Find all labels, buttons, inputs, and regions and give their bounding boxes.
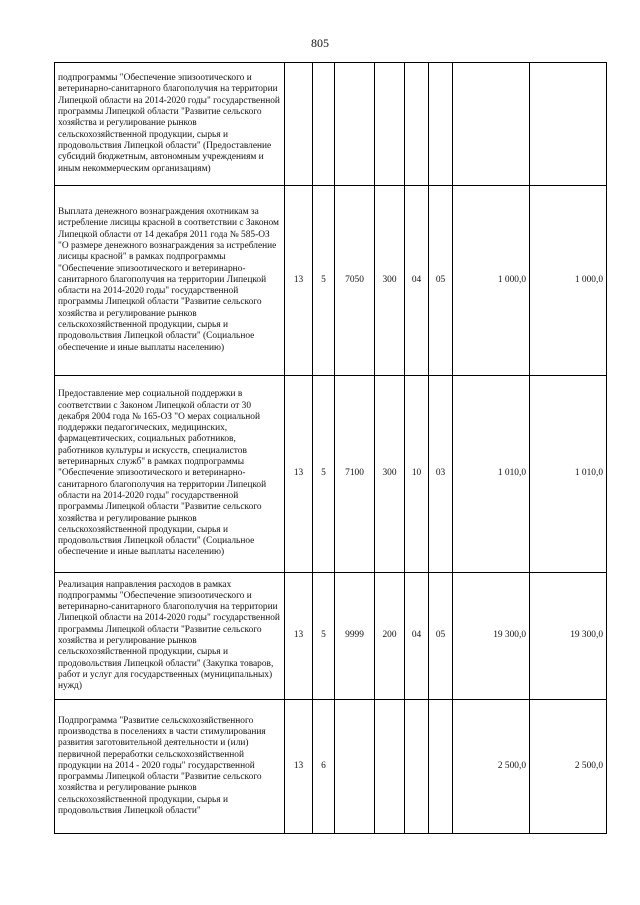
table-row <box>55 376 607 573</box>
program-code: 13 <box>285 700 313 834</box>
amount-2 <box>530 63 607 186</box>
amount-1 <box>453 63 530 186</box>
row-description: Предоставление мер социальной поддержки в соответствии с Законом Липецкой области от 30 декабря 2004 года № 165-ОЗ "О мерах социальной поддержки педагогических, медицинских, фармацевтических, социальных работников, работников культуры и искусств, специалистов ветеринарных служб" в рамках подпрограммы "Обеспечение эпизоотического и ветеринарно-санитарного благополучия на территории Липецкой области на 2014-2020 годы" государственной программы Липецкой области "Развитие сельского хозяйства и регулирование рынков сельскохозяйственной продукции, сырья и продовольствия Липецкой области" (Социальное обеспечение и иные выплаты населению) <box>55 376 285 573</box>
direction-code: 7050 <box>335 186 375 376</box>
table-row <box>55 63 607 186</box>
amount-2: 1 000,0 <box>530 186 607 376</box>
subprogram-code: 5 <box>313 376 335 573</box>
subprogram-code: 6 <box>313 700 335 834</box>
section-code <box>405 700 429 834</box>
amount-1: 2 500,0 <box>453 700 530 834</box>
expense-type-code <box>375 63 405 186</box>
section-code <box>405 63 429 186</box>
row-description: Выплата денежного вознаграждения охотникам за истребление лисицы красной в соответствии с Законом Липецкой области от 14 декабря 2011 года № 585-ОЗ "О размере денежного вознаграждения за истребление лисицы красной" в рамках подпрограммы "Обеспечение эпизоотического и ветеринарно-санитарного благополучия на территории Липецкой области на 2014-2020 годы" государственной программы Липецкой области "Развитие сельского хозяйства и регулирование рынков сельскохозяйственной продукции, сырья и продовольствия Липецкой области" (Социальное обеспечение и иные выплаты населению) <box>55 186 285 376</box>
subprogram-code: 5 <box>313 573 335 700</box>
subprogram-code <box>313 63 335 186</box>
program-code: 13 <box>285 573 313 700</box>
budget-table <box>54 62 607 834</box>
subsection-code: 05 <box>429 186 453 376</box>
section-code: 04 <box>405 573 429 700</box>
direction-code <box>335 700 375 834</box>
row-description: подпрограммы "Обеспечение эпизоотического и ветеринарно-санитарного благополучия на территории Липецкой области на 2014-2020 годы" государственной программы Липецкой области "Развитие сельского хозяйства и регулирование рынков сельскохозяйственной продукции, сырья и продовольствия Липецкой области" (Предоставление субсидий бюджетным, автономным учреждениям и иным некоммерческим организациям) <box>55 63 285 186</box>
program-code: 13 <box>285 186 313 376</box>
subsection-code: 05 <box>429 573 453 700</box>
amount-1: 19 300,0 <box>453 573 530 700</box>
amount-2: 19 300,0 <box>530 573 607 700</box>
expense-type-code: 300 <box>375 376 405 573</box>
section-code: 10 <box>405 376 429 573</box>
table-row <box>55 186 607 376</box>
program-code: 13 <box>285 376 313 573</box>
table-row <box>55 573 607 700</box>
subprogram-code: 5 <box>313 186 335 376</box>
section-code: 04 <box>405 186 429 376</box>
page-number: 805 <box>311 36 329 50</box>
program-code <box>285 63 313 186</box>
subsection-code: 03 <box>429 376 453 573</box>
expense-type-code <box>375 700 405 834</box>
row-description: Реализация направления расходов в рамках подпрограммы "Обеспечение эпизоотического и ветеринарно-санитарного благополучия на территории Липецкой области на 2014-2020 годы" государственной программы Липецкой области "Развитие сельского хозяйства и регулирование рынков сельскохозяйственной продукции, сырья и продовольствия Липецкой области" (Закупка товаров, работ и услуг для государственных (муниципальных) нужд) <box>55 573 285 700</box>
amount-1: 1 010,0 <box>453 376 530 573</box>
row-description: Подпрограмма "Развитие сельскохозяйственного производства в поселениях в части стимулирования развития заготовительной деятельности и (или) первичной переработки сельскохозяйственной продукции на 2014 - 2020 годы" государственной программы Липецкой области "Развитие сельского хозяйства и регулирование рынков сельскохозяйственной продукции, сырья и продовольствия Липецкой области" <box>55 700 285 834</box>
subsection-code <box>429 63 453 186</box>
direction-code: 7100 <box>335 376 375 573</box>
table-row <box>55 700 607 834</box>
direction-code: 9999 <box>335 573 375 700</box>
direction-code <box>335 63 375 186</box>
subsection-code <box>429 700 453 834</box>
expense-type-code: 200 <box>375 573 405 700</box>
amount-2: 2 500,0 <box>530 700 607 834</box>
expense-type-code: 300 <box>375 186 405 376</box>
amount-1: 1 000,0 <box>453 186 530 376</box>
amount-2: 1 010,0 <box>530 376 607 573</box>
